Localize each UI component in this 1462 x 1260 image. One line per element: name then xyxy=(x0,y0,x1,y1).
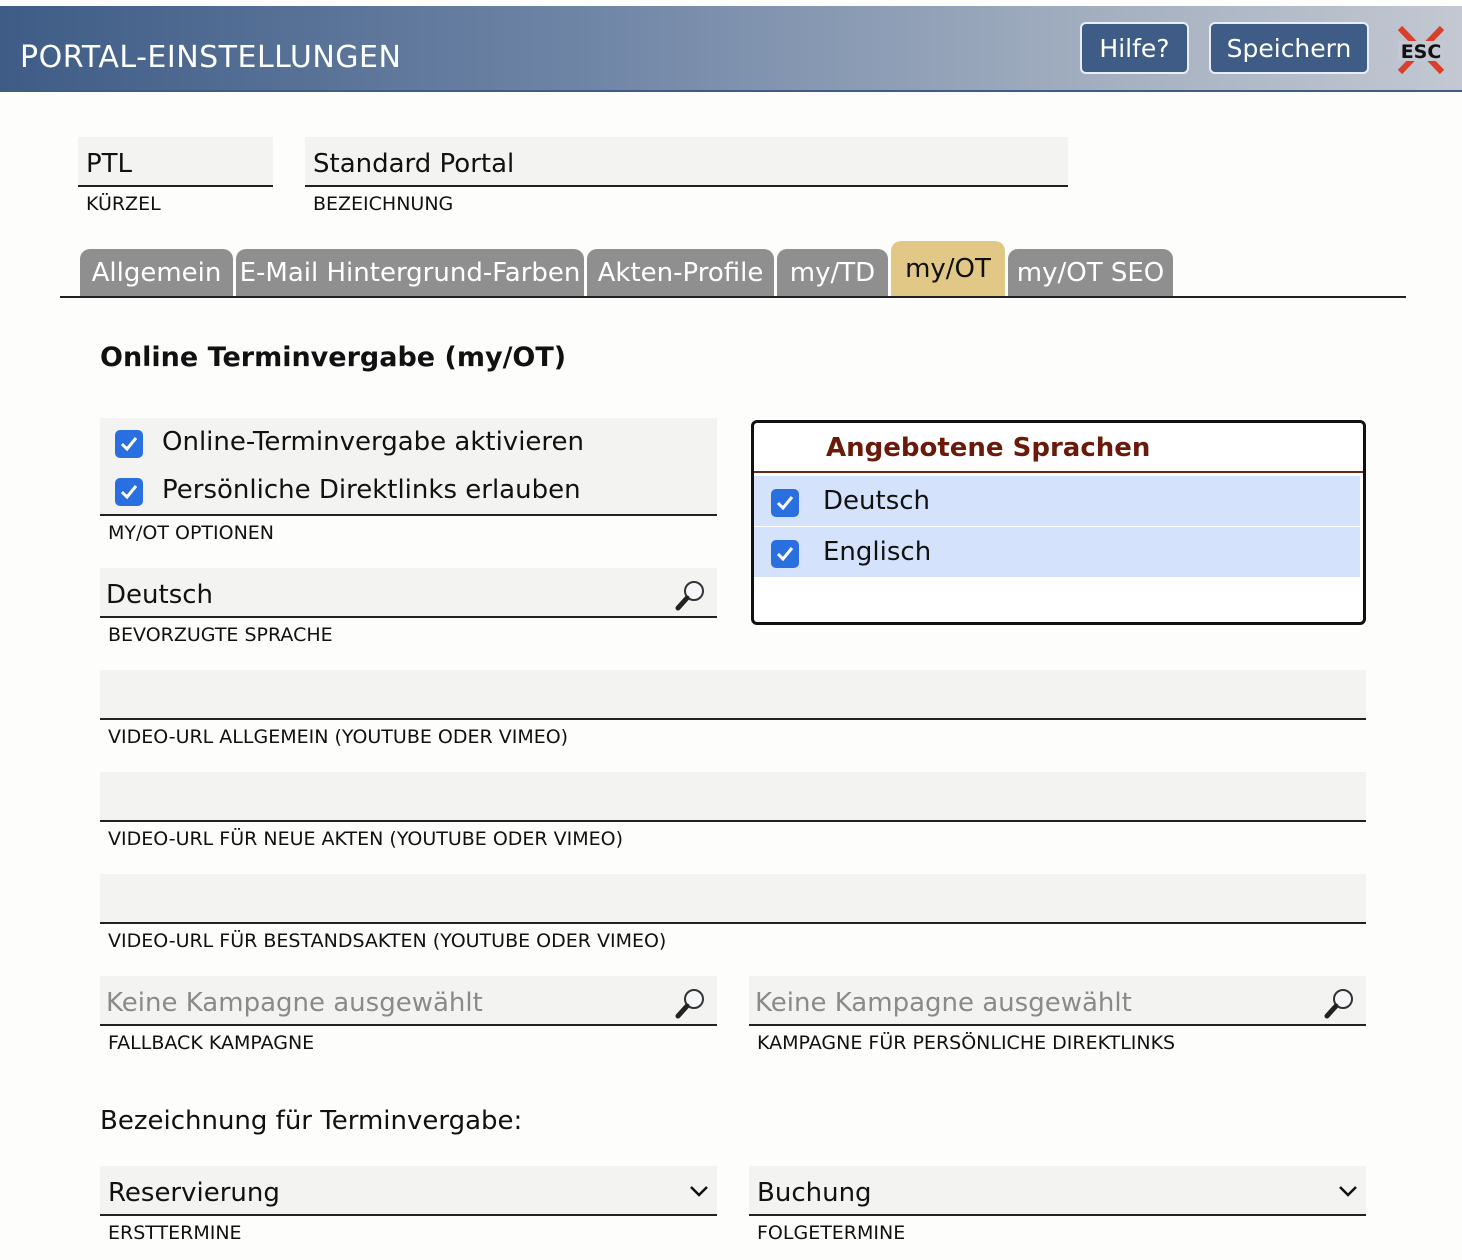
language-label: Englisch xyxy=(823,537,932,567)
tab-my-td[interactable]: my/TD xyxy=(777,249,888,297)
checkbox-checked-icon[interactable] xyxy=(771,540,799,568)
tabs-divider xyxy=(60,296,1406,298)
fallback-campaign-placeholder: Keine Kampagne ausgewählt xyxy=(106,988,483,1018)
option-label: Persönliche Direktlinks erlauben xyxy=(162,475,581,505)
video-url-general-input[interactable] xyxy=(100,670,1366,720)
bezeichnung-value: Standard Portal xyxy=(313,149,515,179)
preferred-language-caption: BEVORZUGTE SPRACHE xyxy=(108,624,333,646)
option-label: Online-Terminvergabe aktivieren xyxy=(162,427,585,457)
video-url-existing-files-caption: VIDEO-URL FÜR BESTANDSAKTEN (YOUTUBE ODER VIMEO) xyxy=(108,930,667,952)
search-icon[interactable] xyxy=(1323,986,1357,1020)
follow-appointment-caption: FOLGETERMINE xyxy=(757,1222,906,1244)
booking-label-heading: Bezeichnung für Terminvergabe: xyxy=(100,1106,523,1136)
fallback-campaign-caption: FALLBACK KAMPAGNE xyxy=(108,1032,315,1054)
section-title: Online Terminvergabe (my/OT) xyxy=(100,342,567,373)
tab-my-ot-seo[interactable]: my/OT SEO xyxy=(1008,249,1173,297)
bezeichnung-caption: BEZEICHNUNG xyxy=(313,193,454,215)
video-url-general-caption: VIDEO-URL ALLGEMEIN (YOUTUBE ODER VIMEO) xyxy=(108,726,569,748)
esc-close-button[interactable] xyxy=(1394,24,1448,76)
save-button[interactable]: Speichern xyxy=(1209,22,1369,74)
chevron-down-icon[interactable] xyxy=(688,1184,710,1198)
tab-my-ot[interactable]: my/OT xyxy=(891,241,1005,297)
first-appointment-caption: ERSTTERMINE xyxy=(108,1222,242,1244)
languages-panel-title: Angebotene Sprachen xyxy=(826,433,1151,463)
languages-panel-header xyxy=(754,423,1363,473)
app-header xyxy=(0,6,1462,92)
kuerzel-field[interactable] xyxy=(78,137,273,187)
tab-email-hintergrund-farben[interactable]: E-Mail Hintergrund-Farben xyxy=(236,249,584,297)
first-appointment-select[interactable] xyxy=(100,1166,717,1216)
tab-allgemein[interactable]: Allgemein xyxy=(80,249,233,297)
video-url-existing-files-input[interactable] xyxy=(100,874,1366,924)
option-activate-online-booking[interactable] xyxy=(100,421,717,467)
language-item-englisch[interactable] xyxy=(754,527,1360,577)
close-icon xyxy=(1394,24,1448,76)
language-item-deutsch[interactable] xyxy=(754,476,1360,526)
checkbox-checked-icon[interactable] xyxy=(771,489,799,517)
search-icon[interactable] xyxy=(674,578,708,612)
tab-akten-profile[interactable]: Akten-Profile xyxy=(587,249,774,297)
checkbox-checked-icon[interactable] xyxy=(115,478,143,506)
direct-link-campaign-caption: KAMPAGNE FÜR PERSÖNLICHE DIREKTLINKS xyxy=(757,1032,1176,1054)
video-url-new-files-input[interactable] xyxy=(100,772,1366,822)
search-icon[interactable] xyxy=(674,986,708,1020)
preferred-language-value: Deutsch xyxy=(106,580,214,610)
help-button[interactable]: Hilfe? xyxy=(1080,22,1189,74)
fallback-campaign-field[interactable] xyxy=(100,976,717,1026)
myot-options xyxy=(100,418,717,516)
video-url-new-files-caption: VIDEO-URL FÜR NEUE AKTEN (YOUTUBE ODER VIMEO) xyxy=(108,828,624,850)
follow-appointment-select[interactable] xyxy=(749,1166,1366,1216)
kuerzel-value: PTL xyxy=(86,149,133,179)
checkbox-checked-icon[interactable] xyxy=(115,430,143,458)
direct-link-campaign-placeholder: Keine Kampagne ausgewählt xyxy=(755,988,1132,1018)
kuerzel-caption: KÜRZEL xyxy=(86,193,161,215)
direct-link-campaign-field[interactable] xyxy=(749,976,1366,1026)
bezeichnung-field[interactable] xyxy=(305,137,1068,187)
option-allow-direct-links[interactable] xyxy=(100,469,717,515)
languages-panel xyxy=(751,420,1366,625)
follow-appointment-value: Buchung xyxy=(757,1178,872,1208)
first-appointment-value: Reservierung xyxy=(108,1178,280,1208)
options-caption: MY/OT OPTIONEN xyxy=(108,522,275,544)
esc-label: ESC xyxy=(1400,41,1442,63)
chevron-down-icon[interactable] xyxy=(1337,1184,1359,1198)
preferred-language-field[interactable] xyxy=(100,568,717,618)
language-label: Deutsch xyxy=(823,486,931,516)
page-title: PORTAL-EINSTELLUNGEN xyxy=(20,40,402,75)
